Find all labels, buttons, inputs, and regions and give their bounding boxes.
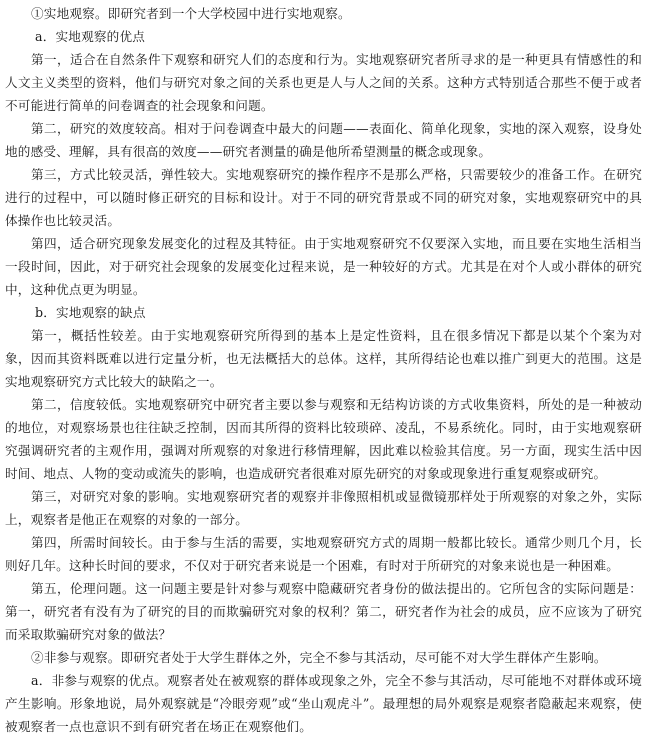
document-page	[5, 2, 642, 738]
disadvantage-paragraph-5: 第五，伦理问题。这一问题主要是针对参与观察中隐藏研究者身份的做法提出的。它所包含的实际问题是：第一，研究者有没有为了研究的目的而欺骗研究对象的权利？第二，研究者作为社会的成员，应不应该为了研究而采取欺骗研究对象的做法？	[5, 581, 642, 642]
non-participant-advantages-paragraph: a．非参与观察的优点。观察者处在被观察的群体或现象之外，完全不参与其活动，尽可能地不对群体或环境产生影响。形象地说，局外观察就是“冷眼旁观”或“坐山观虎斗”。最理想的局外观察是观察者隐蔽起来观察，使被观察者一点也意识不到有研究者在场正在观察他们。	[5, 673, 642, 734]
subheading-advantages: a．实地观察的优点	[35, 29, 146, 44]
advantage-paragraph-2: 第二，研究的效度较高。相对于问卷调查中最大的问题——表面化、简单化现象，实地的深入观察，设身处地的感受、理解，具有很高的效度——研究者测量的确是他所希望测量的概念或现象。	[5, 121, 642, 159]
advantage-paragraph-3: 第三，方式比较灵活，弹性较大。实地观察研究的操作程序不是那么严格，只需要较少的准备工作。在研究进行的过程中，可以随时修正研究的目标和设计。对于不同的研究背景或不同的研究对象，实地观察研究中的具体操作也比较灵活。	[5, 167, 642, 228]
heading-field-observation: ①实地观察。即研究者到一个大学校园中进行实地观察。	[31, 6, 351, 21]
disadvantage-paragraph-2: 第二，信度较低。实地观察研究中研究者主要以参与观察和无结构访谈的方式收集资料，所处的是一种被动的地位，对观察场景也往往缺乏控制，因而其所得的资料比较琐碎、凌乱，不易系统化。同时，由于实地观察研究强调研究者的主观作用，强调对所观察的对象进行移情理解，因此难以检验其信度。另一方面，现实生活中因时间、地点、人物的变动或流失的影响，也造成研究者很难对原先研究的对象或现象进行重复观察或研究。	[5, 397, 642, 481]
heading-non-participant-observation: ②非参与观察。即研究者处于大学生群体之外，完全不参与其活动，尽可能不对大学生群体产生影响。	[31, 650, 607, 665]
disadvantage-paragraph-1: 第一，概括性较差。由于实地观察研究所得到的基本上是定性资料，且在很多情况下都是以某个个案为对象，因而其资料既难以进行定量分析，也无法概括大的总体。这样，其所得结论也难以推广到更大的范围。这是实地观察研究方式比较大的缺陷之一。	[5, 328, 642, 389]
subheading-disadvantages: b．实地观察的缺点	[35, 305, 146, 320]
disadvantage-paragraph-3: 第三，对研究对象的影响。实地观察研究者的观察并非像照相机或显微镜那样处于所观察的对象之外，实际上，观察者是他正在观察的对象的一部分。	[5, 489, 642, 527]
disadvantage-paragraph-4: 第四，所需时间较长。由于参与生活的需要，实地观察研究方式的周期一般都比较长。通常少则几个月，长则好几年。这种长时间的要求，不仅对于研究者来说是一个困难，有时对于所研究的对象来说也是一种困难。	[5, 535, 642, 573]
advantage-paragraph-1: 第一，适合在自然条件下观察和研究人们的态度和行为。实地观察研究者所寻求的是一种更具有情感性的和人文主义类型的资料，他们与研究对象之间的关系也更是人与人之间的关系。这种方式特别适合那些不便于或者不可能进行简单的问卷调查的社会现象和问题。	[5, 52, 642, 113]
advantage-paragraph-4: 第四，适合研究现象发展变化的过程及其特征。由于实地观察研究不仅要深入实地，而且要在实地生活相当一段时间，因此，对于研究社会现象的发展变化过程来说，是一种较好的方式。尤其是在对个人或小群体的研究中，这种优点更为明显。	[5, 236, 642, 297]
